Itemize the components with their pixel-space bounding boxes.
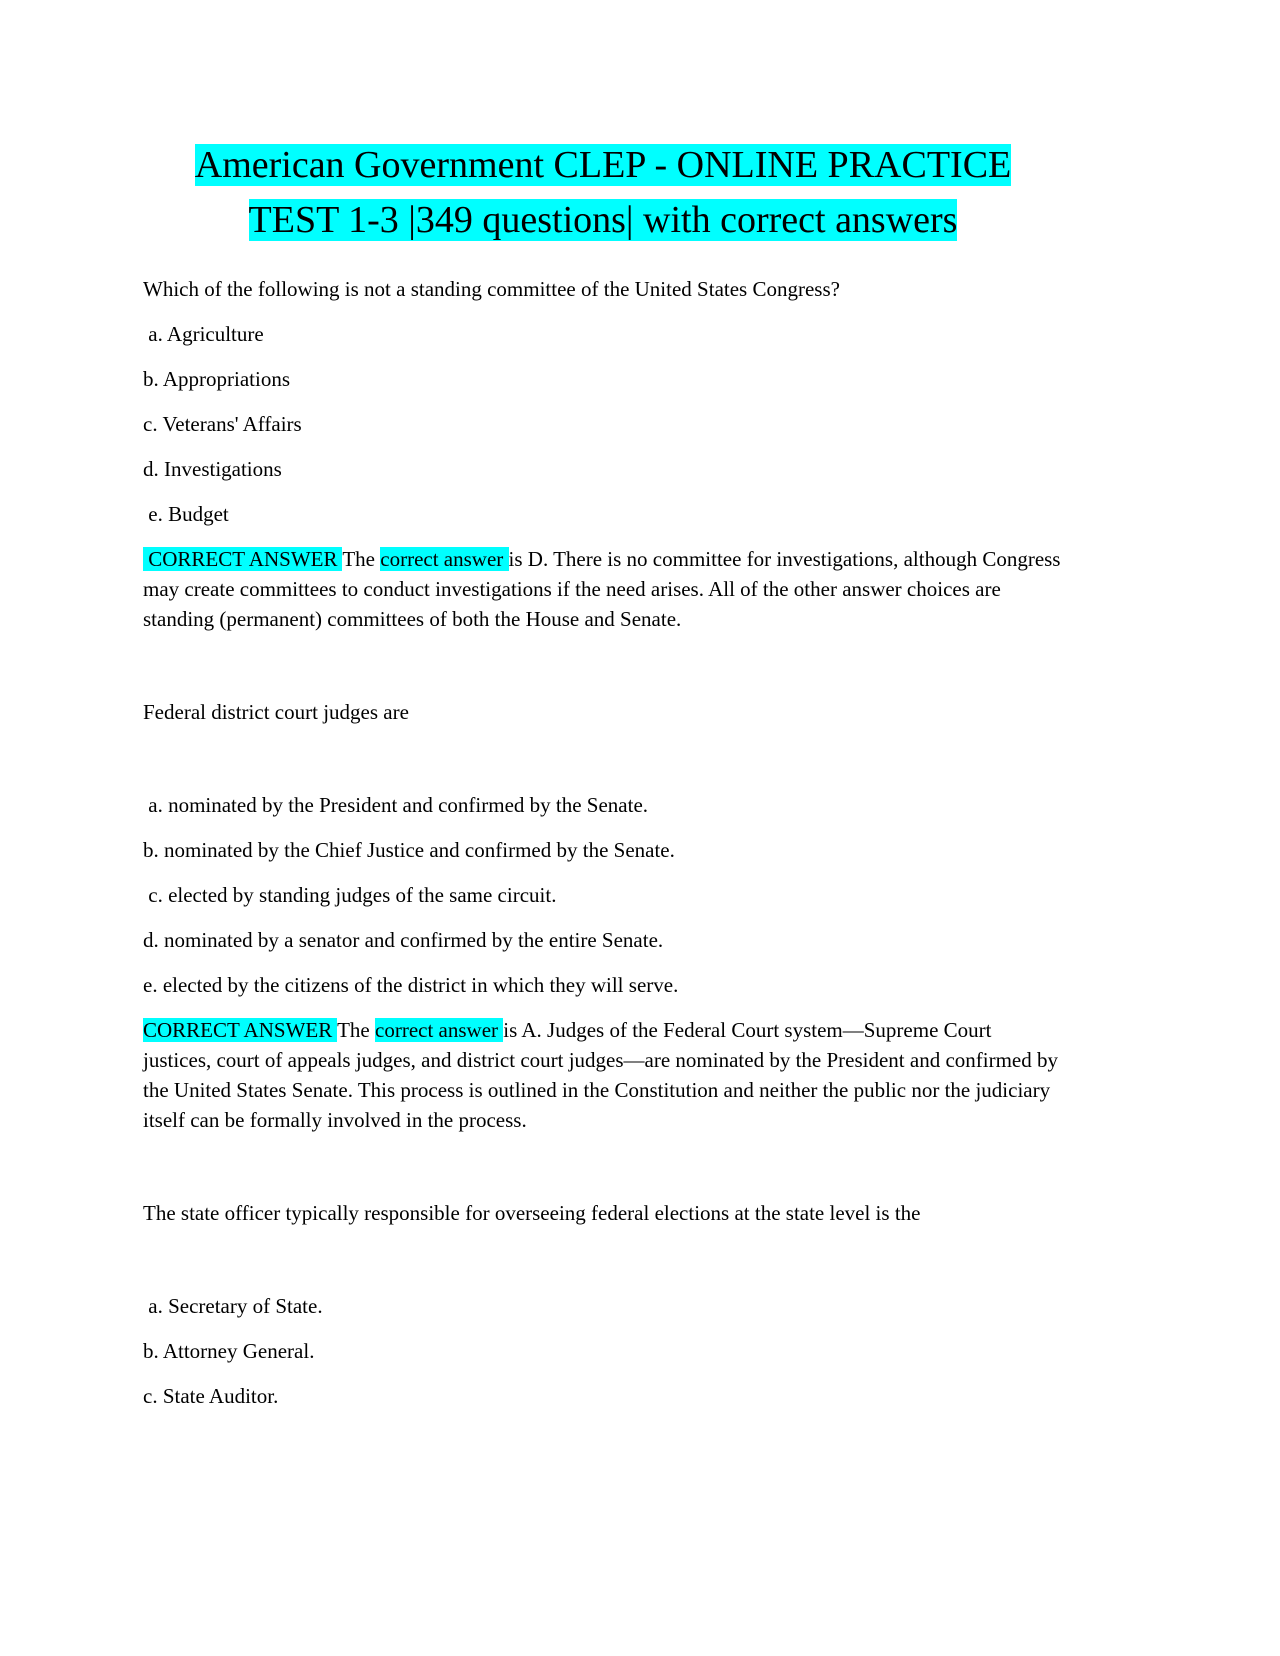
title-line-1: American Government CLEP - ONLINE PRACTICE — [194, 144, 1012, 186]
question-2-option-b: b. nominated by the Chief Justice and confirmed by the Senate. — [143, 838, 675, 862]
section-gap — [143, 1243, 1063, 1291]
question-3-option-b: b. Attorney General. — [143, 1339, 315, 1363]
question-1-text: Which of the following is not a standing committee of the United States Congress? — [143, 277, 840, 301]
answer-2-explanation: is A. Judges of the Federal Court system—Supreme Court justices, court of appeals judges, and district court judges—are nominated by the President and confirmed by the United States Senate. This process is outlined in the Constitution and neither the public nor the judiciary itself can be formally involved in the process. — [143, 1018, 1064, 1132]
question-2-option-c: c. elected by standing judges of the same circuit. — [143, 883, 557, 907]
correct-answer-label-2: CORRECT ANSWER — [143, 1018, 338, 1042]
answer-1-highlighted-phrase: correct answer — [380, 547, 509, 571]
question-3-option-a: a. Secretary of State. — [143, 1294, 323, 1318]
section-gap — [143, 1150, 1063, 1198]
correct-answer-label-1: CORRECT ANSWER — [143, 547, 343, 571]
question-2-text: Federal district court judges are — [143, 700, 409, 724]
question-3-text: The state officer typically responsible for overseeing federal elections at the state level is the — [143, 1201, 921, 1225]
answer-1-pre-text: The — [342, 547, 381, 571]
question-3-option-c: c. State Auditor. — [143, 1384, 279, 1408]
question-2-option-e: e. elected by the citizens of the district in which they will serve. — [143, 973, 679, 997]
title-line-2: TEST 1-3 |349 questions| with correct answers — [248, 199, 958, 241]
document-title — [143, 138, 1063, 248]
question-2-answer-paragraph — [143, 1015, 1063, 1135]
section-gap — [143, 649, 1063, 697]
answer-1-explanation: is D. There is no committee for investigations, although Congress may create committees to conduct investigations if the need arises. All of the other answer choices are standing (permanent) committees of both the House and Senate. — [143, 547, 1066, 631]
answer-2-pre-text: The — [337, 1018, 376, 1042]
question-1-option-d: d. Investigations — [143, 457, 282, 481]
question-2-option-d: d. nominated by a senator and confirmed by the entire Senate. — [143, 928, 664, 952]
question-1-answer-paragraph — [143, 544, 1066, 634]
question-1-option-a: a. Agriculture — [143, 322, 264, 346]
question-1-option-e: e. Budget — [143, 502, 229, 526]
question-1-option-b: b. Appropriations — [143, 367, 290, 391]
section-gap — [143, 742, 1063, 790]
question-2-option-a: a. nominated by the President and confirmed by the Senate. — [143, 793, 649, 817]
question-1-option-c: c. Veterans' Affairs — [143, 412, 302, 436]
answer-2-highlighted-phrase: correct answer — [375, 1018, 504, 1042]
